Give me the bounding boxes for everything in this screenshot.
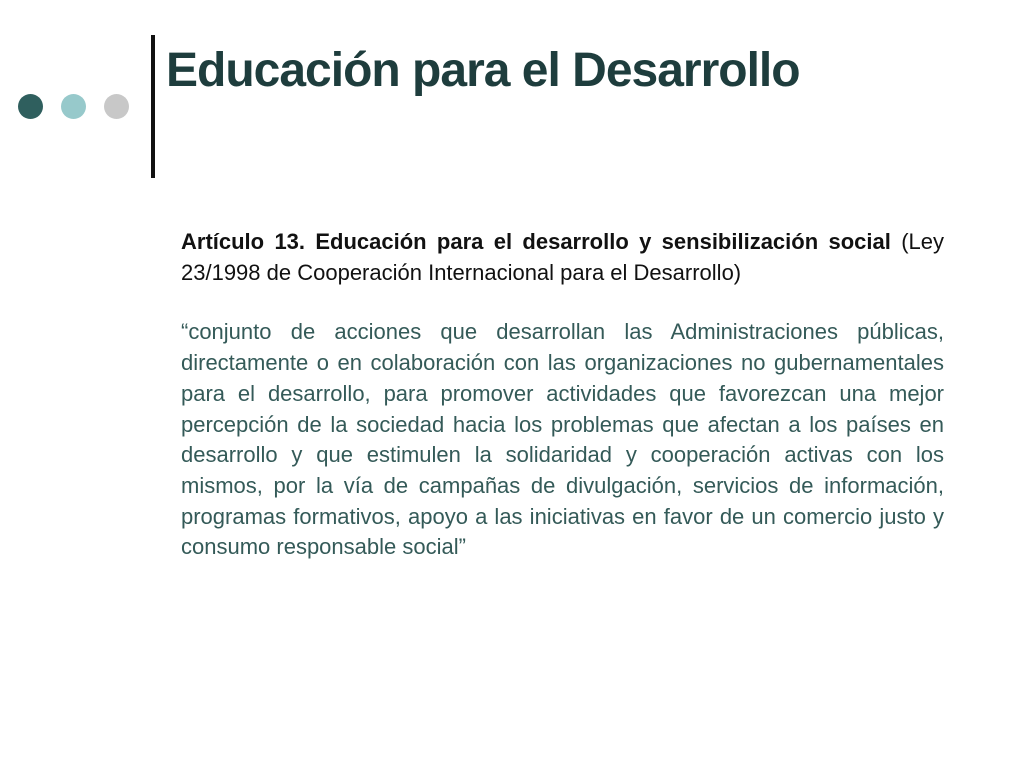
decorative-dot-gray bbox=[104, 94, 129, 119]
article-heading: Artículo 13. Educación para el desarrollo y sensibilización social bbox=[181, 229, 891, 254]
slide-title: Educación para el Desarrollo bbox=[166, 44, 800, 97]
article-law-reference: (Ley 23/1998 de Cooperación Internacional para el Desarrollo) bbox=[181, 229, 945, 285]
definition-quote: “conjunto de acciones que desarrollan las Administraciones públicas, directamente o en colaboración con las organizaciones no gubernamentales para el desarrollo, para promover actividades que favorezcan una mejor percepción de la sociedad hacia los problemas que afectan a los países en desarrollo y que estimulen la solidaridad y cooperación activas con los mismos, por la vía de campañas de divulgación, servicios de información, programas formativos, apoyo a las iniciativas en favor de un comercio justo y consumo responsable social” bbox=[181, 319, 944, 560]
decorative-dot-dark bbox=[18, 94, 43, 119]
title-divider bbox=[151, 35, 155, 178]
article-citation bbox=[181, 227, 944, 288]
decorative-dot-light bbox=[61, 94, 86, 119]
slide-body bbox=[181, 227, 944, 563]
